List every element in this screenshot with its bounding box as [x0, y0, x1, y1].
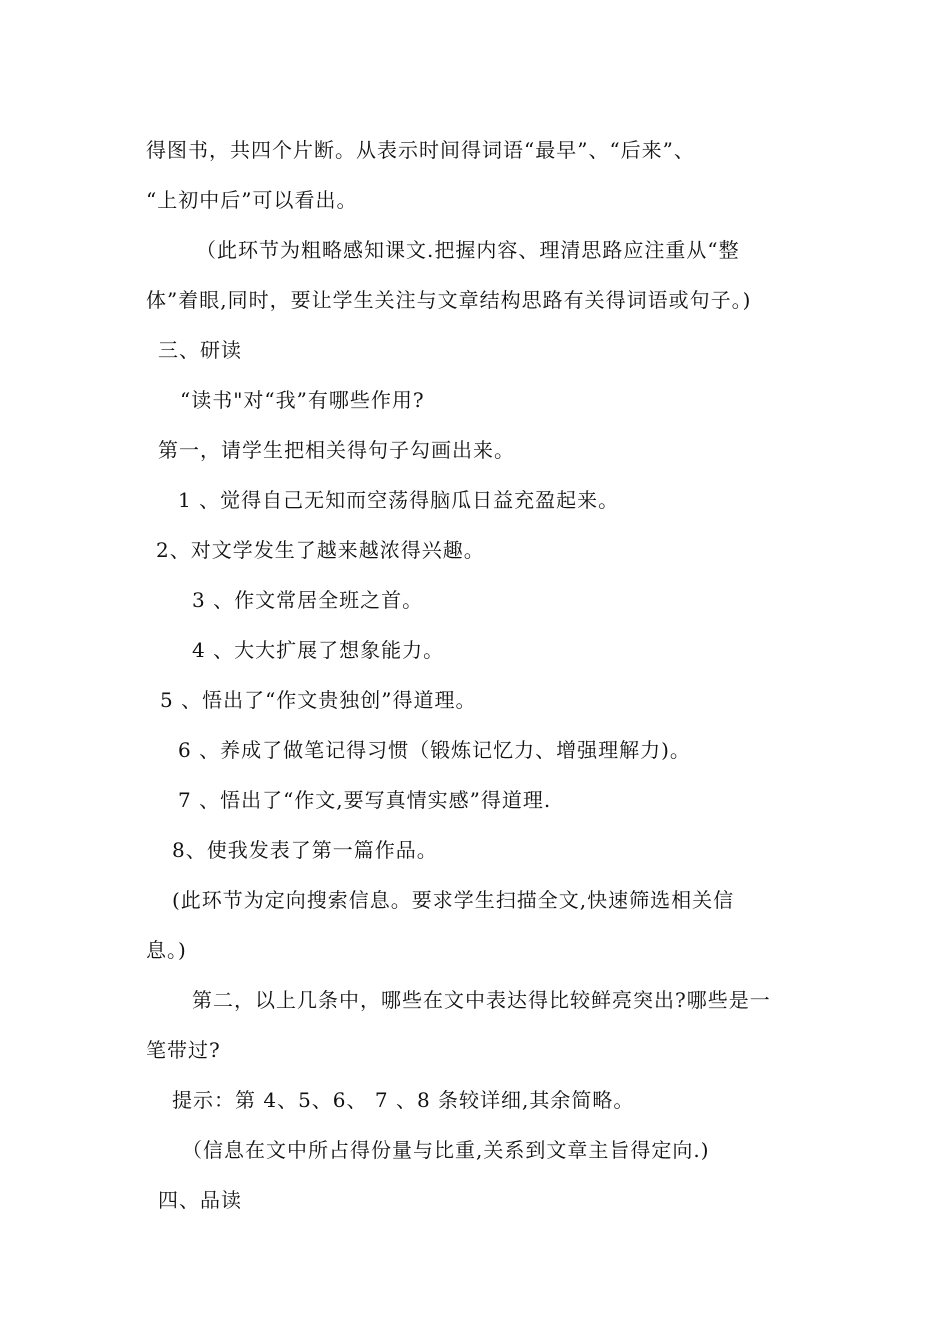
- list-item: 4 、大大扩展了想象能力。: [192, 638, 445, 662]
- text-line: “上初中后”可以看出。: [146, 188, 358, 212]
- section-heading: 三、研读: [158, 338, 242, 362]
- list-item: 8、使我发表了第一篇作品。: [172, 838, 438, 862]
- text-line: （信息在文中所占得份量与比重,关系到文章主旨得定向.): [182, 1138, 710, 1162]
- text-line: 得图书，共四个片断。从表示时间得词语“最早”、“后来”、: [146, 138, 695, 162]
- text-line: （此环节为粗略感知课文.把握内容、理清思路应注重从“整: [196, 238, 740, 262]
- text-line: 第一，请学生把相关得句子勾画出来。: [158, 438, 515, 462]
- text-line: 提示：第 4、5、6、 7 、8 条较详细,其余简略。: [172, 1088, 635, 1112]
- list-item: 7 、悟出了“作文,要写真情实感”得道理.: [178, 788, 552, 812]
- text-line: (此环节为定向搜索信息。要求学生扫描全文,快速筛选相关信: [172, 888, 735, 912]
- text-line: 息。): [146, 938, 187, 962]
- list-item: 6 、养成了做笔记得习惯（锻炼记忆力、增强理解力)。: [178, 738, 691, 762]
- list-item: 1 、觉得自己无知而空荡得脑瓜日益充盈起来。: [178, 488, 620, 512]
- list-item: 5 、悟出了“作文贵独创”得道理。: [160, 688, 477, 712]
- list-item: 3 、作文常居全班之首。: [192, 588, 424, 612]
- text-line: 体”着眼,同时，要让学生关注与文章结构思路有关得词语或句子。): [146, 288, 752, 312]
- section-heading: 四、品读: [158, 1188, 242, 1212]
- text-line: 笔带过?: [146, 1038, 221, 1062]
- text-line: 第二，以上几条中，哪些在文中表达得比较鲜亮突出?哪些是一: [192, 988, 771, 1012]
- list-item: 2、对文学发生了越来越浓得兴趣。: [156, 538, 485, 562]
- question-line: “读书"对“我”有哪些作用?: [180, 388, 425, 412]
